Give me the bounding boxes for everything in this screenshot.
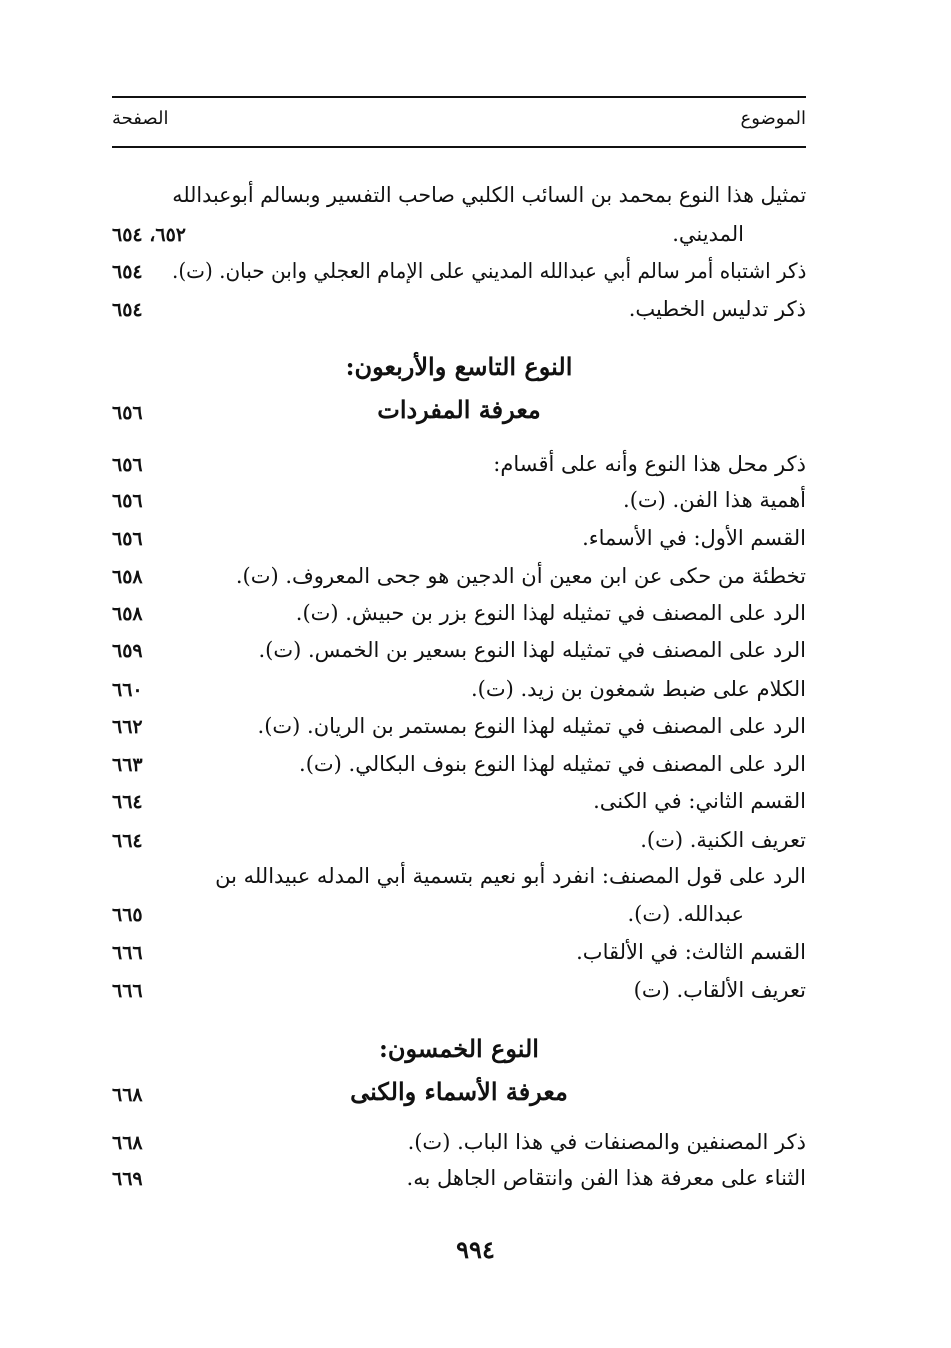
toc-entry-page: ٦٦٢ (112, 716, 143, 738)
toc-entry-text: القسم الأول: في الأسماء. (582, 526, 806, 550)
toc-entry-text: المديني. (672, 222, 744, 246)
header-top-rule (112, 96, 806, 98)
toc-entry (112, 526, 806, 564)
toc-entry (112, 297, 806, 335)
section-page: ٦٥٦ (112, 402, 143, 424)
toc-entry (112, 1130, 806, 1168)
toc-entry-text: تعريف الألقاب. (ت) (633, 978, 806, 1002)
toc-entry-text: الثناء على معرفة هذا الفن وانتقاص الجاهل به. (406, 1166, 806, 1190)
toc-entry (112, 601, 806, 639)
section-page: ٦٦٨ (112, 1084, 143, 1106)
toc-entry (112, 638, 806, 676)
toc-entry-page: ٦٥٦ (112, 490, 143, 512)
page-column-label: الصفحة (112, 108, 169, 129)
toc-entry (112, 789, 806, 827)
toc-entry-page: ٦٦٦ (112, 942, 143, 964)
toc-entry (112, 259, 806, 297)
toc-entry-text: تمثيل هذا النوع بمحمد بن السائب الكلبي صاحب التفسير وبسالم أبوعبدالله (172, 183, 806, 207)
section-heading: النوع التاسع والأربعون: (345, 352, 573, 381)
toc-entry-page: ٦٦٤ (112, 791, 143, 813)
toc-entry-page: ٦٥٤ (112, 299, 143, 321)
toc-entry-page: ٦٥٤ (112, 261, 143, 283)
subject-column-label: الموضوع (740, 108, 806, 129)
toc-entry-page: ٦٦٩ (112, 1168, 143, 1190)
header-bottom-rule (112, 146, 806, 148)
toc-entry-text: تعريف الكنية. (ت). (640, 828, 806, 852)
toc-entry (112, 183, 806, 221)
toc-entry-text: ذكر اشتباه أمر سالم أبي عبدالله المديني على الإمام العجلي وابن حبان. (ت). (171, 259, 806, 283)
toc-entry (112, 864, 806, 902)
toc-entry-page: ٦٥٦ (112, 454, 143, 476)
toc-entry-text: الرد على المصنف في تمثيله لهذا النوع بزر بن حبيش. (ت). (295, 601, 806, 625)
toc-entry-text: الرد على المصنف في تمثيله لهذا النوع بسعير بن الخمس. (ت). (258, 638, 806, 662)
toc-entry (112, 452, 806, 490)
toc-entry-page: ٦٦٠ (112, 679, 143, 701)
toc-entry (112, 828, 806, 866)
toc-entry-text: تخطئة من حكى عن ابن معين أن الدجين هو جحى المعروف. (ت). (235, 564, 806, 588)
section-heading: النوع الخمسون: (379, 1034, 539, 1063)
toc-entry-page: ٦٥٨ (112, 603, 143, 625)
toc-entry-text: الرد على قول المصنف: انفرد أبو نعيم بتسمية أبي المدله عبيدالله بن (215, 864, 806, 888)
toc-entry-page: ٦٥٩ (112, 640, 143, 662)
page-number: ٩٩٤ (456, 1235, 495, 1264)
toc-entry-text: القسم الثالث: في الألقاب. (576, 940, 806, 964)
toc-entry (112, 902, 806, 940)
toc-entry-page: ٦٦٦ (112, 980, 143, 1002)
toc-entry (112, 564, 806, 602)
toc-entry-page: ٦٦٨ (112, 1132, 143, 1154)
toc-entry (112, 222, 806, 260)
toc-entry-text: الرد على المصنف في تمثيله لهذا النوع بمستمر بن الريان. (ت). (257, 714, 806, 738)
section-subheading: معرفة المفردات (377, 395, 541, 424)
toc-entry-text: أهمية هذا الفن. (ت). (623, 488, 806, 512)
toc-entry (112, 1166, 806, 1204)
toc-entry-page: ٦٥٨ (112, 566, 143, 588)
toc-entry-page: ٦٦٥ (112, 904, 143, 926)
toc-entry-text: ذكر محل هذا النوع وأنه على أقسام: (493, 452, 806, 476)
section-subheading: معرفة الأسماء والكنى (350, 1077, 568, 1106)
toc-entry-text: الرد على المصنف في تمثيله لهذا النوع بنوف البكالي. (ت). (299, 752, 806, 776)
toc-entry-page: ٦٦٣ (112, 754, 143, 776)
toc-entry (112, 978, 806, 1016)
toc-entry (112, 940, 806, 978)
toc-entry-text: ذكر المصنفين والمصنفات في هذا الباب. (ت). (407, 1130, 806, 1154)
toc-entry-text: القسم الثاني: في الكنى. (593, 789, 806, 813)
toc-entry (112, 677, 806, 715)
toc-entry-text: عبدالله. (ت). (627, 902, 744, 926)
toc-entry-page: ٦٦٤ (112, 830, 143, 852)
toc-entry-text: الكلام على ضبط شمغون بن زيد. (ت). (471, 677, 806, 701)
toc-entry-page: ٦٥٢، ٦٥٤ (112, 224, 186, 246)
toc-entry-page: ٦٥٦ (112, 528, 143, 550)
toc-entry (112, 714, 806, 752)
toc-entry-text: ذكر تدليس الخطيب. (628, 297, 806, 321)
toc-entry (112, 752, 806, 790)
toc-entry (112, 488, 806, 526)
